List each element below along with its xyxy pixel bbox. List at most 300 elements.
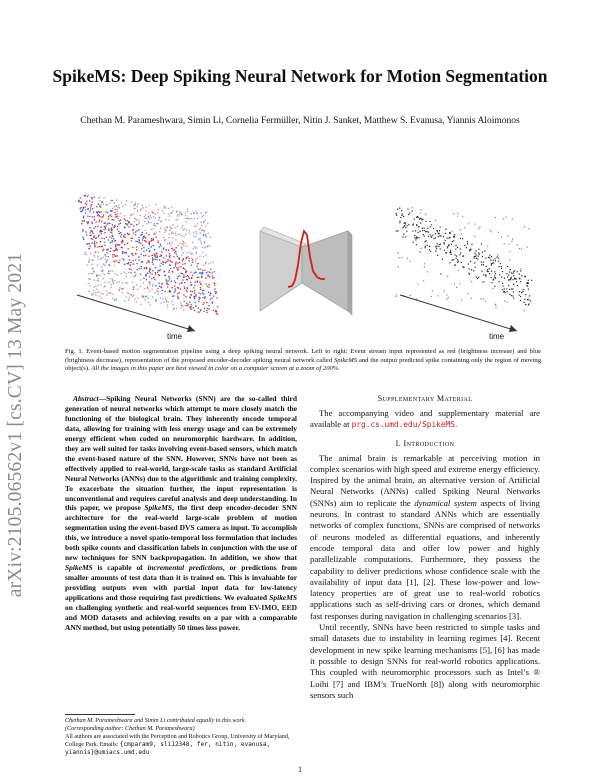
prediction-dot (438, 295, 439, 296)
prediction-dot (447, 246, 448, 247)
event-dot (183, 243, 184, 244)
event-dot (213, 296, 214, 297)
event-dot (97, 256, 98, 257)
event-dot (137, 230, 138, 231)
event-dot (115, 216, 116, 217)
event-dot (96, 276, 97, 277)
event-dot (108, 216, 109, 217)
prediction-dot (478, 249, 479, 250)
prediction-dot (487, 269, 488, 270)
prediction-dot (453, 237, 454, 238)
event-dot (171, 248, 172, 249)
event-dot (91, 259, 92, 260)
event-dot (108, 256, 109, 257)
event-dot (130, 264, 131, 265)
prediction-dot (512, 238, 513, 239)
event-dot (164, 240, 165, 241)
event-dot (112, 279, 113, 280)
event-dot (152, 274, 153, 275)
event-dot (82, 231, 83, 232)
event-dot (90, 232, 91, 233)
prediction-dot (511, 289, 512, 290)
prediction-dot (474, 253, 475, 254)
event-dot (153, 264, 154, 265)
event-dot (186, 245, 187, 246)
prediction-dot (440, 248, 441, 249)
prediction-dot (460, 229, 461, 230)
event-dot (102, 257, 103, 258)
event-dot (202, 252, 203, 253)
event-dot (120, 213, 121, 214)
prediction-dot (407, 225, 408, 226)
event-dot (183, 309, 184, 310)
event-dot (103, 249, 104, 250)
event-dot (110, 293, 111, 294)
event-dot (209, 295, 210, 296)
event-dot (183, 245, 184, 246)
event-dot (139, 242, 140, 243)
event-dot (153, 239, 154, 240)
event-dot (155, 267, 156, 268)
event-dot (149, 282, 150, 283)
event-dot (99, 235, 100, 236)
prediction-dot (492, 288, 493, 289)
event-dot (161, 293, 162, 294)
event-stream-input (77, 194, 219, 341)
event-dot (157, 272, 158, 273)
event-dot (192, 262, 193, 263)
event-dot (166, 300, 167, 301)
event-dot (160, 228, 161, 229)
event-dot (119, 244, 120, 245)
event-dot (96, 222, 97, 223)
event-dot (135, 202, 136, 203)
event-dot (116, 282, 117, 283)
prediction-dot (474, 257, 475, 258)
event-dot (144, 267, 145, 268)
event-dot (127, 292, 128, 293)
event-dot (142, 225, 143, 226)
event-dot (153, 284, 154, 285)
event-dot (139, 220, 140, 221)
event-dot (213, 262, 214, 263)
event-dot (166, 250, 167, 251)
event-dot (102, 246, 103, 247)
event-dot (103, 203, 104, 204)
event-dot (102, 216, 103, 217)
prediction-dot (474, 262, 475, 263)
event-dot (180, 213, 181, 214)
event-dot (133, 288, 134, 289)
event-dot (141, 266, 142, 267)
event-dot (166, 281, 167, 282)
event-dot (207, 223, 208, 224)
prediction-dot (504, 300, 505, 301)
prediction-dot (498, 261, 499, 262)
prediction-dot (495, 258, 496, 259)
event-dot (195, 258, 196, 259)
event-dot (154, 279, 155, 280)
event-dot (115, 240, 116, 241)
event-dot (120, 220, 121, 221)
prediction-dot (455, 249, 456, 250)
event-dot (171, 245, 172, 246)
event-dot (203, 293, 204, 294)
event-dot (89, 260, 90, 261)
prediction-dot (523, 302, 524, 303)
event-dot (117, 226, 118, 227)
event-dot (180, 266, 181, 267)
prediction-dot (495, 217, 496, 218)
event-dot (175, 288, 176, 289)
event-dot (80, 211, 81, 212)
event-dot (214, 271, 215, 272)
event-dot (191, 265, 192, 266)
event-dot (155, 255, 156, 256)
event-dot (195, 272, 196, 273)
event-dot (101, 226, 102, 227)
prediction-dot (408, 224, 409, 225)
event-dot (169, 243, 170, 244)
event-dot (92, 294, 93, 295)
event-dot (108, 218, 109, 219)
event-dot (210, 299, 211, 300)
prediction-dot (483, 281, 484, 282)
event-dot (197, 277, 198, 278)
event-dot (185, 221, 186, 222)
event-dot (203, 215, 204, 216)
event-dot (146, 275, 147, 276)
event-dot (143, 278, 144, 279)
prediction-dot (409, 212, 410, 213)
event-dot (107, 259, 108, 260)
event-dot (183, 229, 184, 230)
prediction-dot (520, 281, 521, 282)
event-dot (168, 237, 169, 238)
event-dot (202, 297, 203, 298)
prediction-dot (401, 210, 402, 211)
prediction-dot (407, 209, 408, 210)
prediction-dot (419, 226, 420, 227)
event-dot (177, 278, 178, 279)
event-dot (145, 214, 146, 215)
prediction-dot (512, 218, 513, 219)
footnote-divider (65, 714, 135, 715)
prediction-dot (452, 231, 453, 232)
event-dot (175, 264, 176, 265)
event-dot (93, 197, 94, 198)
event-dot (160, 297, 161, 298)
prediction-dot (444, 250, 445, 251)
event-dot (148, 216, 149, 217)
event-dot (100, 259, 101, 260)
event-dot (186, 303, 187, 304)
prediction-dot (445, 252, 446, 253)
event-dot (197, 266, 198, 267)
event-dot (85, 210, 86, 211)
prediction-dot (400, 217, 401, 218)
prediction-dot (492, 263, 493, 264)
event-dot (193, 236, 194, 237)
prediction-dot (416, 236, 417, 237)
event-dot (170, 291, 171, 292)
event-dot (194, 293, 195, 294)
event-dot (214, 288, 215, 289)
event-dot (111, 210, 112, 211)
event-dot (175, 233, 176, 234)
prediction-dot (425, 214, 426, 215)
event-dot (159, 246, 160, 247)
event-dot (104, 238, 105, 239)
event-dot (148, 222, 149, 223)
prediction-dot (519, 295, 520, 296)
prediction-dot (430, 234, 431, 235)
event-dot (202, 216, 203, 217)
event-dot (120, 236, 121, 237)
prediction-dot (503, 218, 504, 219)
prediction-dot (520, 270, 521, 271)
event-dot (176, 219, 177, 220)
prediction-dot (438, 236, 439, 237)
event-dot (158, 217, 159, 218)
event-dot (82, 237, 83, 238)
event-dot (199, 238, 200, 239)
event-dot (97, 280, 98, 281)
event-dot (143, 236, 144, 237)
event-dot (161, 283, 162, 284)
event-dot (101, 293, 102, 294)
event-dot (137, 298, 138, 299)
prediction-dot (396, 215, 397, 216)
prediction-dot (514, 278, 515, 279)
prediction-dot (424, 236, 425, 237)
event-dot (162, 264, 163, 265)
event-dot (192, 275, 193, 276)
event-dot (198, 297, 199, 298)
prediction-dot (474, 224, 475, 225)
event-dot (173, 256, 174, 257)
event-dot (135, 231, 136, 232)
prediction-dot (469, 250, 470, 251)
event-dot (155, 285, 156, 286)
event-dot (164, 232, 165, 233)
event-dot (204, 247, 205, 248)
event-dot (126, 297, 127, 298)
event-dot (194, 285, 195, 286)
event-dot (157, 212, 158, 213)
prediction-dot (454, 283, 455, 284)
event-dot (202, 292, 203, 293)
event-dot (101, 238, 102, 239)
event-dot (104, 232, 105, 233)
event-dot (179, 213, 180, 214)
event-dot (126, 282, 127, 283)
event-dot (207, 286, 208, 287)
prediction-dot (407, 258, 408, 259)
prediction-dot (485, 300, 486, 301)
prediction-dot (427, 245, 428, 246)
event-dot (132, 238, 133, 239)
prediction-dot (471, 298, 472, 299)
event-dot (186, 257, 187, 258)
event-dot (127, 233, 128, 234)
event-dot (88, 208, 89, 209)
prediction-dot (507, 235, 508, 236)
event-dot (163, 247, 164, 248)
prediction-dot (528, 299, 529, 300)
event-dot (109, 236, 110, 237)
prediction-dot (459, 254, 460, 255)
event-dot (169, 260, 170, 261)
intro-paragraph-2: Until recently, SNNs have been restricted to simple tasks and small datasets due to instability in learning regimes [4]. Recent development in new spike learning mechanisms [5], [6] has made it possible to design SNNs for real-world robotics applications. This coupled with neuromorphic processors such as Intel’s ® Loihi [7] and IBM’s TrueNorth [8]) along with neuromorphic sensors such (310, 622, 540, 700)
event-dot (162, 290, 163, 291)
prediction-dot (527, 285, 528, 286)
event-dot (204, 296, 205, 297)
event-dot (96, 206, 97, 207)
prediction-dot (511, 295, 512, 296)
event-dot (128, 221, 129, 222)
event-dot (145, 218, 146, 219)
event-dot (202, 270, 203, 271)
prediction-dot (513, 284, 514, 285)
prediction-dot (430, 226, 431, 227)
event-dot (83, 229, 84, 230)
event-dot (146, 295, 147, 296)
prediction-dot (457, 247, 458, 248)
prediction-dot (517, 245, 518, 246)
event-dot (133, 205, 134, 206)
prediction-dot (499, 281, 500, 282)
event-dot (101, 204, 102, 205)
event-dot (133, 233, 134, 234)
event-dot (81, 223, 82, 224)
event-dot (158, 291, 159, 292)
event-dot (87, 264, 88, 265)
event-dot (143, 247, 144, 248)
event-dot (140, 234, 141, 235)
event-dot (98, 278, 99, 279)
event-dot (125, 252, 126, 253)
event-dot (148, 248, 149, 249)
prediction-dot (501, 266, 502, 267)
event-dot (100, 207, 101, 208)
event-dot (174, 280, 175, 281)
prediction-dot (457, 259, 458, 260)
event-dot (104, 242, 105, 243)
event-dot (118, 231, 119, 232)
prediction-dot (449, 262, 450, 263)
event-dot (111, 216, 112, 217)
event-dot (170, 261, 171, 262)
prediction-dot (437, 243, 438, 244)
event-dot (161, 251, 162, 252)
event-dot (88, 221, 89, 222)
event-dot (100, 257, 101, 258)
event-dot (183, 294, 184, 295)
prediction-dot (454, 265, 455, 266)
event-dot (107, 292, 108, 293)
event-dot (98, 252, 99, 253)
prediction-dot (498, 232, 499, 233)
event-dot (149, 284, 150, 285)
supplementary-link[interactable]: prg.cs.umd.edu/SpikeMS (351, 420, 455, 430)
event-dot (80, 197, 81, 198)
prediction-dot (500, 263, 501, 264)
event-dot (128, 226, 129, 227)
event-dot (164, 271, 165, 272)
event-dot (100, 275, 101, 276)
event-dot (167, 243, 168, 244)
prediction-dot (451, 254, 452, 255)
event-dot (142, 295, 143, 296)
event-dot (213, 282, 214, 283)
prediction-dot (491, 271, 492, 272)
event-dot (109, 203, 110, 204)
event-dot (150, 304, 151, 305)
event-dot (124, 252, 125, 253)
prediction-dot (495, 260, 496, 261)
event-dot (165, 299, 166, 300)
prediction-dot (447, 238, 448, 239)
event-dot (204, 298, 205, 299)
event-dot (114, 209, 115, 210)
event-dot (166, 283, 167, 284)
page-number: 1 (298, 765, 302, 774)
event-dot (124, 215, 125, 216)
event-dot (136, 249, 137, 250)
event-dot (79, 201, 80, 202)
event-dot (177, 226, 178, 227)
event-dot (83, 239, 84, 240)
event-dot (100, 211, 101, 212)
arrow-icon (509, 325, 517, 332)
event-dot (135, 275, 136, 276)
event-dot (117, 255, 118, 256)
prediction-dot (509, 271, 510, 272)
event-dot (119, 287, 120, 288)
event-dot (146, 279, 147, 280)
event-dot (183, 277, 184, 278)
event-dot (182, 227, 183, 228)
prediction-dot (438, 246, 439, 247)
prediction-dot (440, 235, 441, 236)
event-dot (168, 302, 169, 303)
prediction-dot (502, 289, 503, 290)
event-dot (200, 283, 201, 284)
prediction-dot (397, 230, 398, 231)
event-dot (140, 286, 141, 287)
event-dot (215, 310, 216, 311)
event-dot (195, 260, 196, 261)
prediction-dot (481, 264, 482, 265)
prediction-dot (406, 231, 407, 232)
event-dot (194, 246, 195, 247)
event-dot (107, 212, 108, 213)
event-dot (128, 248, 129, 249)
event-dot (195, 248, 196, 249)
event-dot (160, 265, 161, 266)
event-dot (80, 208, 81, 209)
prediction-dot (422, 230, 423, 231)
event-dot (167, 286, 168, 287)
event-dot (206, 284, 207, 285)
event-dot (163, 205, 164, 206)
event-dot (208, 263, 209, 264)
event-dot (92, 273, 93, 274)
event-dot (200, 293, 201, 294)
event-dot (93, 260, 94, 261)
event-dot (143, 238, 144, 239)
